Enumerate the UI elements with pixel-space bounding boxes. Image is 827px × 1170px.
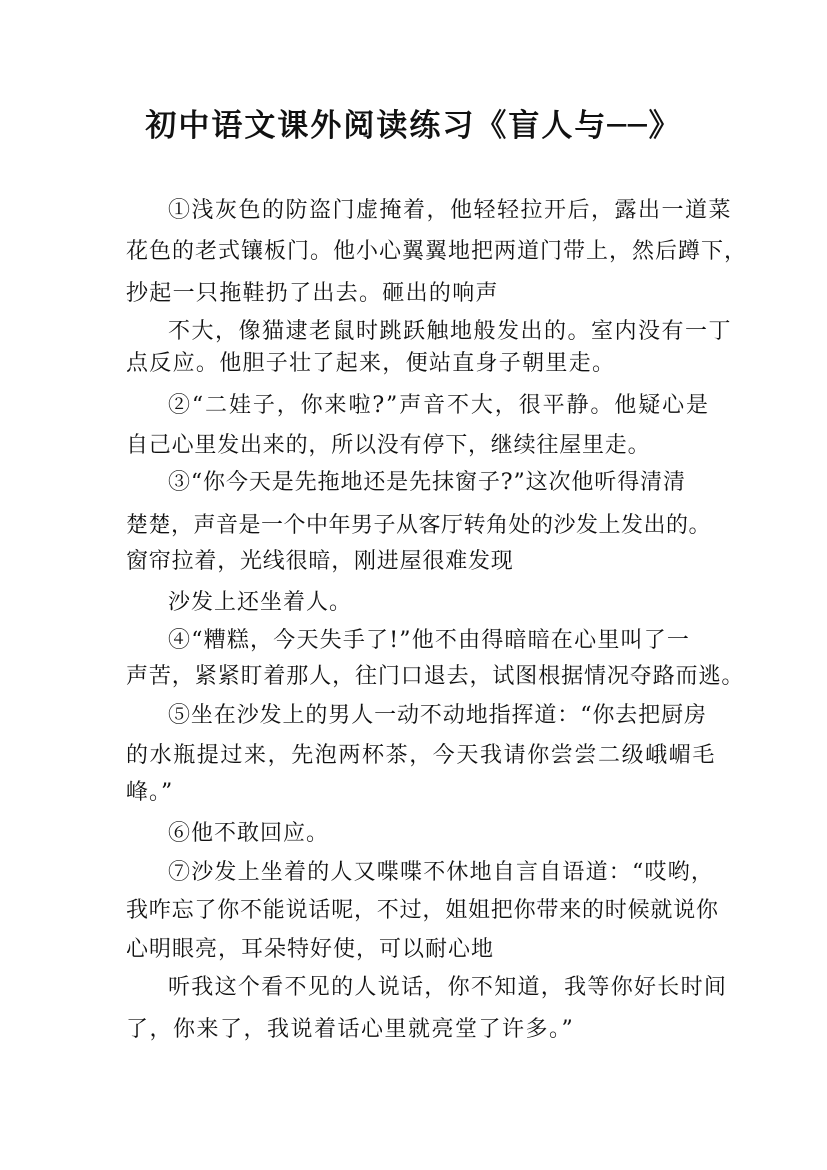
text-line: 自己心里发出来的，所以没有停下，继续往屋里走。 [126, 433, 651, 458]
text-line: 不大，像猫逮老鼠时跳跃触地般发出的。室内没有一丁 [168, 319, 733, 344]
text-line: 点反应。他胆子壮了起来，便站直身子朝里走。 [126, 351, 616, 376]
text-line: 声苦，紧紧盯着那人，往门口退去，试图根据情况夺路而逃。 [126, 664, 745, 689]
text-line: 心明眼亮，耳朵特好使，可以耐心地 [126, 937, 495, 962]
text-line: ④“糟糕，今天失手了!”他不由得暗暗在心里叫了一 [168, 628, 691, 653]
text-line: 窗帘拉着，光线很暗，刚进屋很难发现 [126, 549, 514, 574]
text-line: 沙发上还坐着人。 [168, 590, 353, 615]
text-line: ③“你今天是先拖地还是先抹窗子?”这次他听得清清 [168, 470, 686, 495]
text-line: ①浅灰色的防盗门虚掩着，他轻轻拉开后，露出一道菜 [168, 198, 733, 223]
text-line: ⑥他不敢回应。 [168, 821, 330, 846]
text-line: 的水瓶提过来，先泡两杯茶，今天我请你尝尝二级峨嵋毛 [126, 743, 717, 768]
text-line: ⑦沙发上坐着的人又喋喋不休地自言自语道：“哎哟， [168, 860, 715, 885]
text-line: 抄起一只拖鞋扔了出去。砸出的响声 [126, 281, 499, 306]
text-line: 楚楚，声音是一个中年男子从客厅转角处的沙发上发出的。 [126, 513, 712, 538]
text-line: ⑤坐在沙发上的男人一动不动地指挥道：“你去把厨房 [168, 703, 707, 728]
text-line: 峰。” [126, 780, 174, 805]
text-line: 了，你来了，我说着话心里就亮堂了许多。” [126, 1017, 575, 1042]
text-line: 我咋忘了你不能说话呢，不过，姐姐把你带来的时候就说你 [126, 898, 719, 923]
text-line: 听我这个看不见的人说话，你不知道，我等你好长时间 [168, 975, 728, 1000]
text-line: 花色的老式镶板门。他小心翼翼地把两道门带上，然后蹲下， [126, 239, 748, 264]
document-title: 初中语文课外阅读练习《盲人与──》 [145, 108, 682, 144]
text-line: ②“二娃子，你来啦?”声音不大，很平静。他疑心是 [168, 393, 710, 418]
